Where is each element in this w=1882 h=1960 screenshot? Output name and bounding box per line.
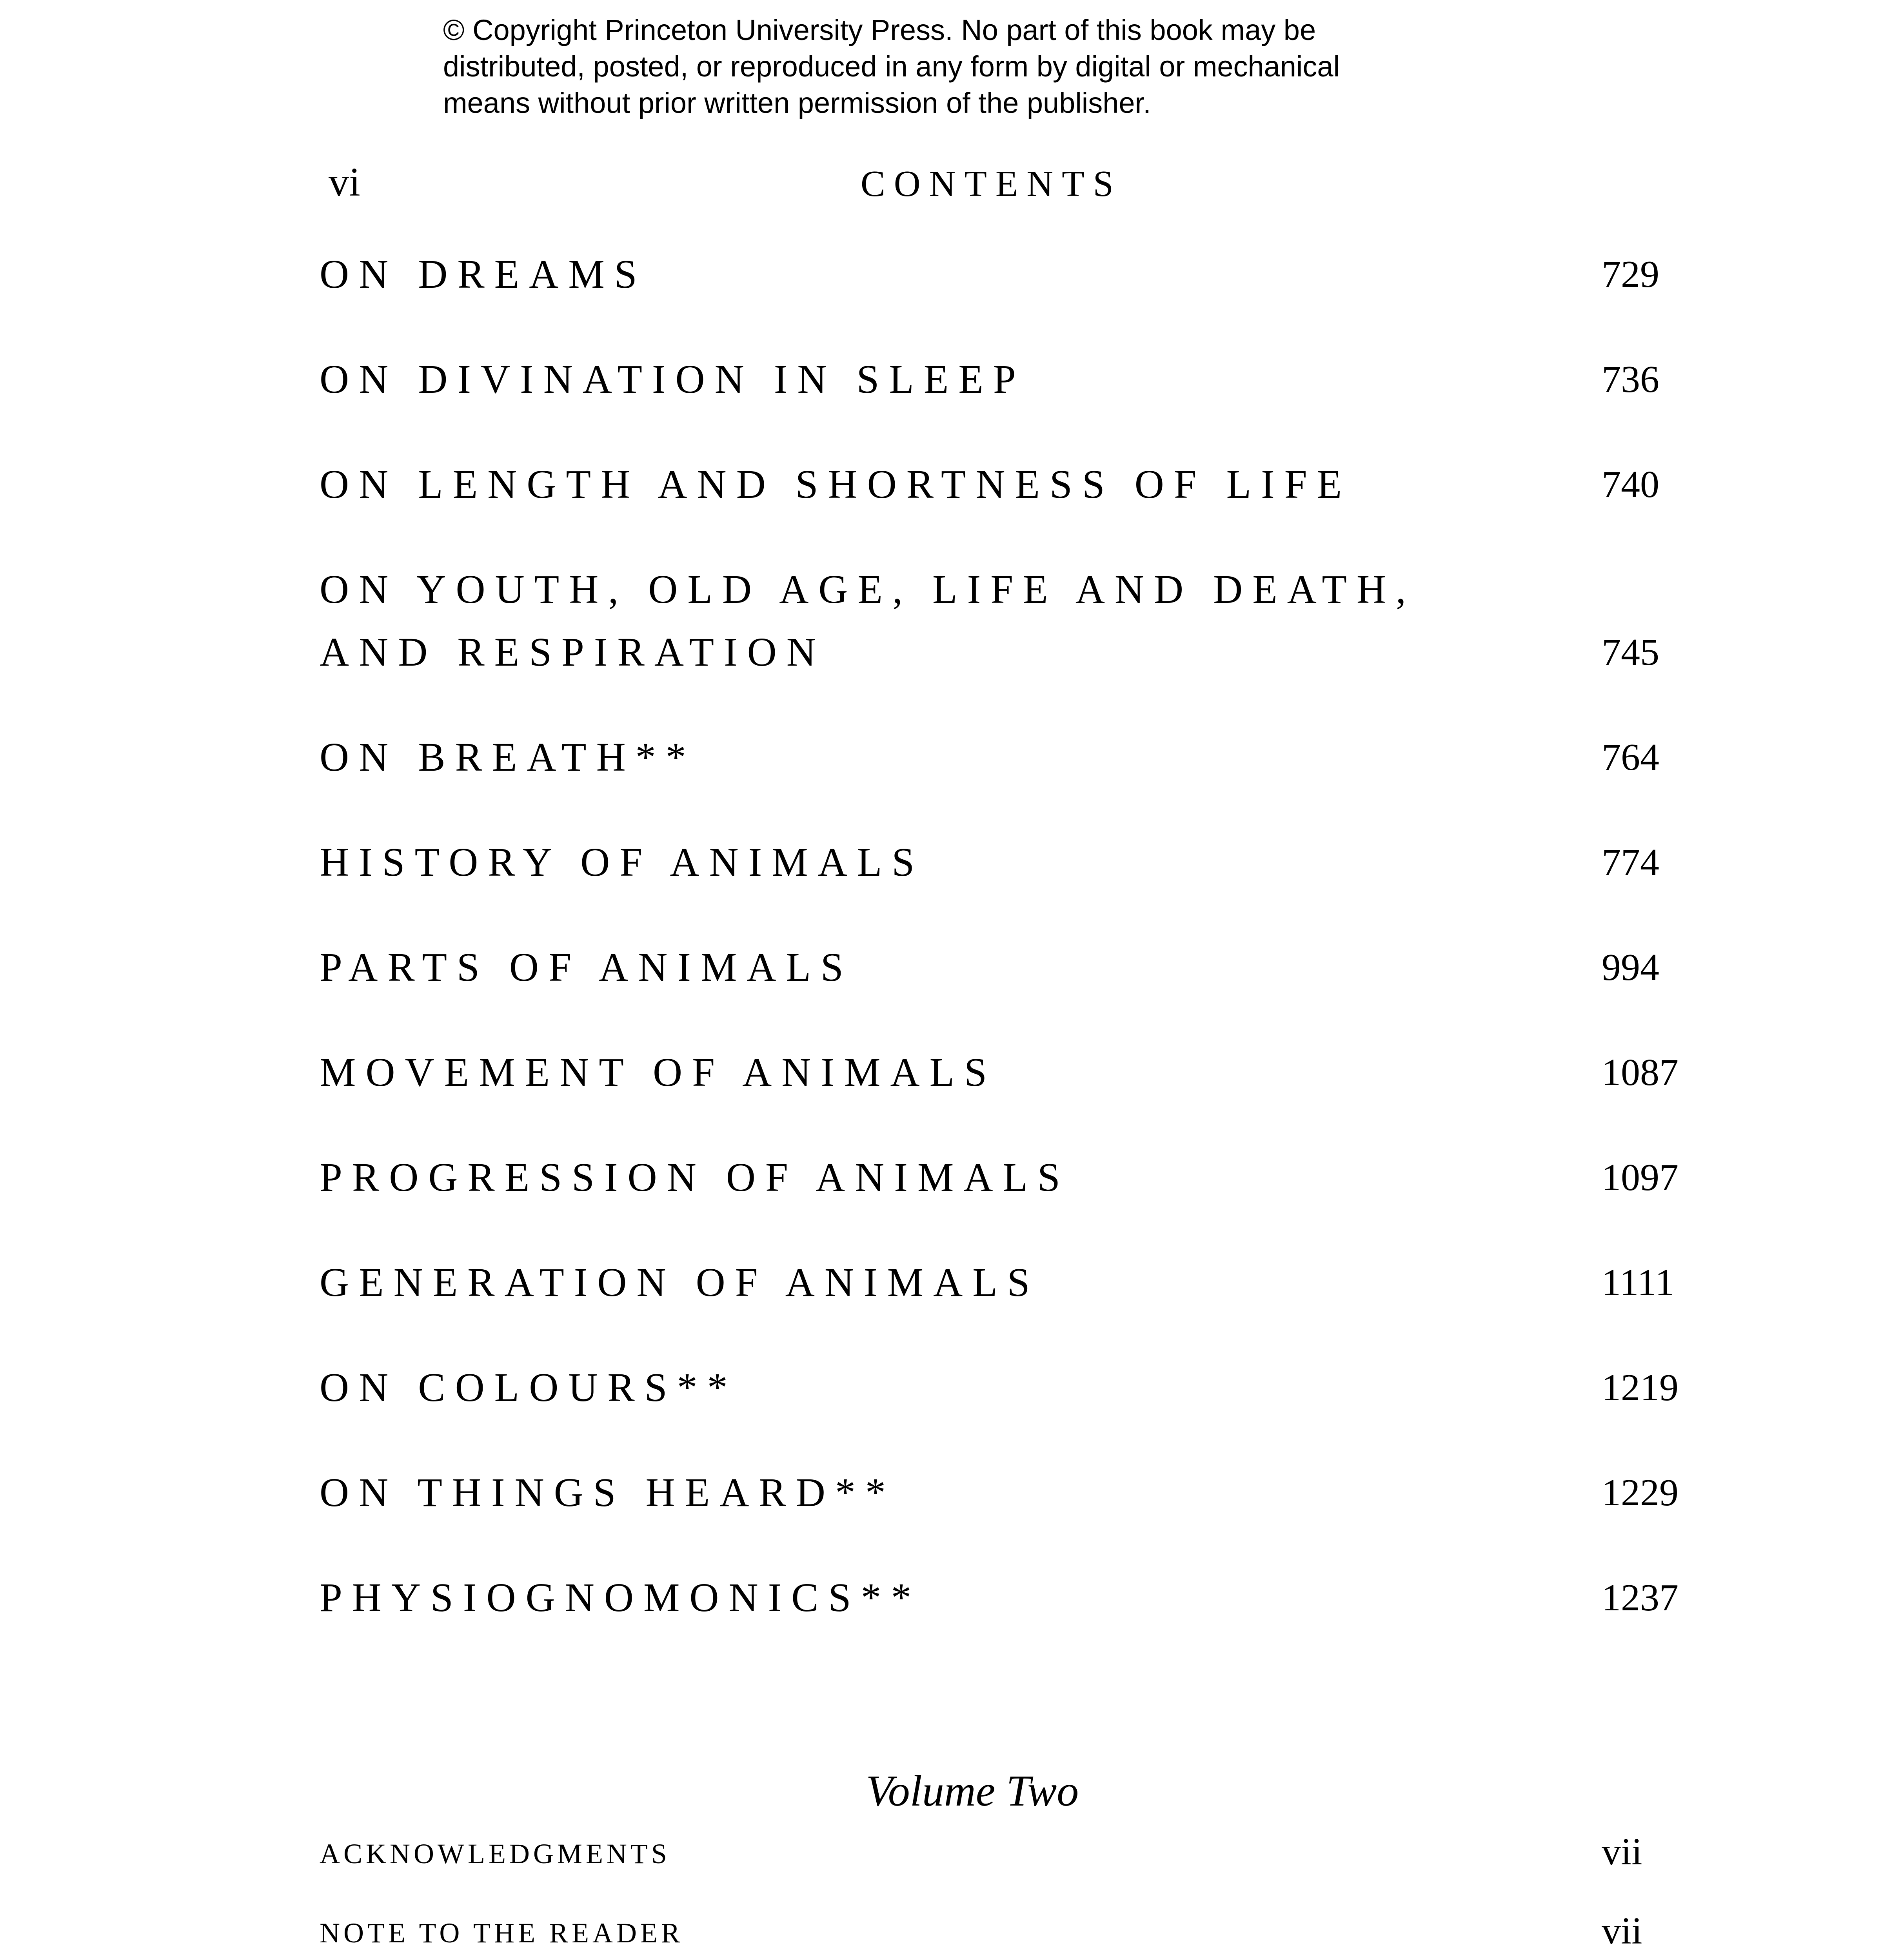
toc-entry-title: ON DIVINATION IN SLEEP bbox=[320, 357, 1026, 402]
toc-entry bbox=[0, 348, 1882, 411]
copyright-line: © Copyright Princeton University Press. No part of this book may be bbox=[443, 14, 1316, 46]
toc-entry bbox=[0, 1461, 1882, 1524]
toc-entry-title: HISTORY OF ANIMALS bbox=[320, 840, 925, 885]
toc-entry-page: 1111 bbox=[1602, 1261, 1675, 1304]
toc-entry-page: 1219 bbox=[1602, 1367, 1679, 1409]
running-head bbox=[0, 159, 1882, 206]
copyright-line: means without prior written permission of the publisher. bbox=[443, 87, 1151, 119]
toc-entry bbox=[0, 726, 1882, 789]
toc-entry-page: 764 bbox=[1602, 736, 1659, 779]
toc-entry bbox=[0, 1566, 1882, 1629]
toc-entry-title: PARTS OF ANIMALS bbox=[320, 945, 853, 990]
toc-entry-page: 729 bbox=[1602, 253, 1659, 296]
toc-entry-page: 1229 bbox=[1602, 1472, 1679, 1514]
front-matter-page: vii bbox=[1602, 1910, 1642, 1952]
toc-entry bbox=[0, 936, 1882, 999]
toc-entry-title: ON THINGS HEARD** bbox=[320, 1470, 896, 1515]
toc-entry bbox=[0, 1146, 1882, 1209]
toc-entry-title: PROGRESSION OF ANIMALS bbox=[320, 1155, 1070, 1200]
copyright-line: distributed, posted, or reproduced in any form by digital or mechanical bbox=[443, 50, 1340, 83]
toc-entry-page: 1237 bbox=[1602, 1577, 1679, 1619]
toc-entry-page: 740 bbox=[1602, 463, 1659, 506]
toc-entry bbox=[0, 1251, 1882, 1314]
toc-entry-title: MOVEMENT OF ANIMALS bbox=[320, 1050, 997, 1095]
toc-entry-title: GENERATION OF ANIMALS bbox=[320, 1260, 1040, 1305]
toc-entry-title: ON YOUTH, OLD AGE, LIFE AND DEATH, AND RESPIRATION bbox=[320, 567, 1416, 675]
toc-entry bbox=[0, 1041, 1882, 1104]
toc-entry bbox=[0, 558, 1882, 684]
toc-entry bbox=[0, 243, 1882, 306]
toc-entry-title: ON COLOURS** bbox=[320, 1365, 738, 1410]
toc-entry bbox=[0, 831, 1882, 894]
copyright-notice bbox=[443, 12, 1541, 121]
volume-heading: Volume Two bbox=[866, 1767, 1079, 1815]
page-number: vi bbox=[329, 160, 360, 205]
toc-entry-title: ON BREATH** bbox=[320, 735, 696, 780]
toc-entry bbox=[0, 1356, 1882, 1419]
toc-entry bbox=[0, 453, 1882, 516]
toc-entry-title: PHYSIOGNOMONICS** bbox=[320, 1575, 921, 1620]
front-matter-entry bbox=[0, 1830, 1882, 1881]
front-matter-title: NOTE TO THE READER bbox=[320, 1917, 683, 1949]
toc-entry-page: 736 bbox=[1602, 358, 1659, 401]
front-matter-entry bbox=[0, 1909, 1882, 1960]
toc-entry-page: 1097 bbox=[1602, 1156, 1679, 1199]
front-matter-title: ACKNOWLEDGMENTS bbox=[320, 1838, 670, 1869]
toc-entry-page: 745 bbox=[1602, 631, 1659, 673]
toc-entry-page: 1087 bbox=[1602, 1051, 1679, 1094]
toc-entry-page: 774 bbox=[1602, 841, 1659, 884]
front-matter-page: vii bbox=[1602, 1831, 1642, 1873]
page-title: CONTENTS bbox=[861, 163, 1122, 204]
toc-entry-page: 994 bbox=[1602, 946, 1659, 989]
toc-entry-title: ON DREAMS bbox=[320, 252, 647, 297]
toc-entry-title: ON LENGTH AND SHORTNESS OF LIFE bbox=[320, 462, 1352, 507]
